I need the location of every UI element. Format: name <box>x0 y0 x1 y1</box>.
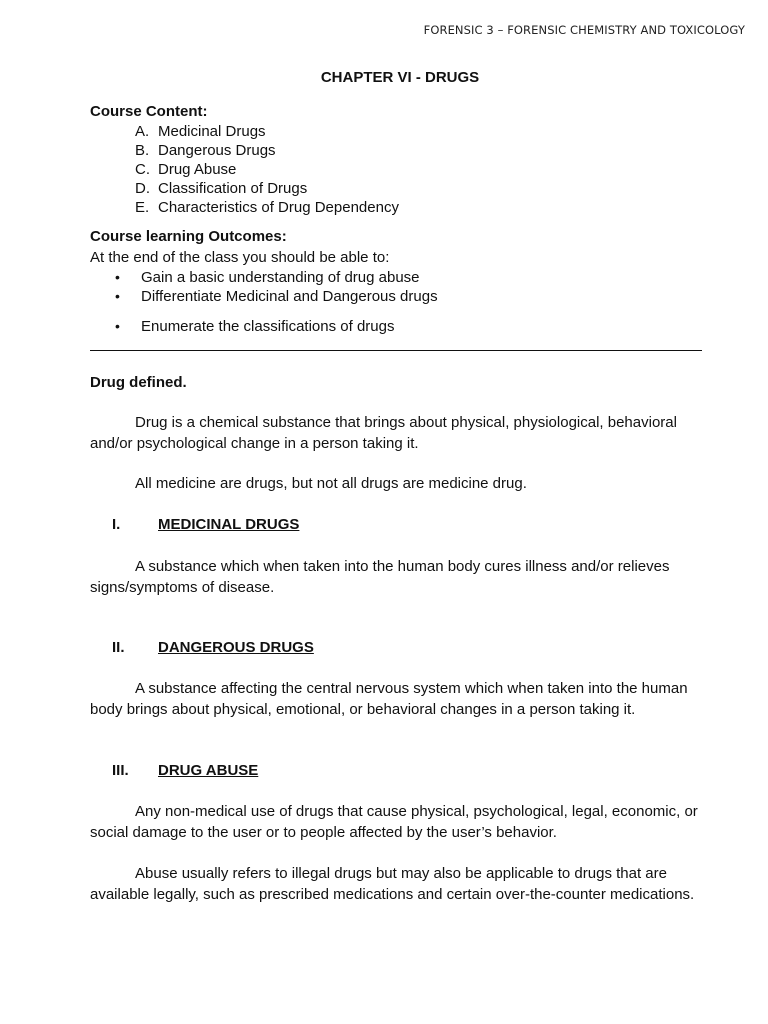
outcomes-list <box>115 268 438 306</box>
list-item <box>135 198 399 217</box>
list-item <box>135 141 399 160</box>
list-item-letter: A. <box>135 123 150 140</box>
abuse-illegal-drugs-paragraph: Abuse usually refers to illegal drugs but may also be applicable to drugs that are available legally, such as prescribed medications and certain over-the-counter medications. <box>90 865 695 903</box>
list-item-letter: E. <box>135 199 150 216</box>
horizontal-rule <box>90 350 702 351</box>
outcome-item <box>115 317 394 336</box>
outcome-item <box>115 268 438 287</box>
list-item <box>135 179 399 198</box>
medicinal-drugs-paragraph: A substance which when taken into the human body cures illness and/or relieves signs/symptoms of disease. <box>90 558 670 596</box>
bullet-icon: • <box>115 318 120 334</box>
outcome-text: Differentiate Medicinal and Dangerous drugs <box>141 288 438 305</box>
section-numeral: I. <box>112 516 121 533</box>
section-name: DANGEROUS DRUGS <box>158 639 314 656</box>
list-item-text: Drug Abuse <box>158 161 237 178</box>
list-item-text: Classification of Drugs <box>158 180 308 197</box>
outcome-text: Enumerate the classifications of drugs <box>141 318 395 335</box>
section-heading-dangerous-drugs <box>112 638 314 658</box>
section-name: MEDICINAL DRUGS <box>158 516 300 533</box>
list-item-text: Medicinal Drugs <box>158 123 266 140</box>
drug-definition-paragraph: Drug is a chemical substance that brings about physical, physiological, behavioral and/or psychological change in a person taking it. <box>90 414 677 452</box>
list-item-text: Dangerous Drugs <box>158 142 276 159</box>
list-item <box>135 122 399 141</box>
section-name: DRUG ABUSE <box>158 762 259 779</box>
list-item-letter: D. <box>135 180 150 197</box>
course-content-list <box>135 122 399 217</box>
section-heading-drug-abuse <box>112 761 258 781</box>
outcome-item <box>115 287 438 306</box>
outcomes-list-continued <box>115 317 394 336</box>
dangerous-drugs-paragraph: A substance affecting the central nervous system which when taken into the human body brings about physical, emotional, or behavioral changes in a person taking it. <box>90 680 688 718</box>
section-heading-medicinal-drugs <box>112 515 299 535</box>
drug-medicine-paragraph: All medicine are drugs, but not all drugs are medicine drug. <box>135 475 527 492</box>
outcomes-intro: At the end of the class you should be able to: <box>90 249 390 266</box>
list-item <box>135 160 399 179</box>
bullet-icon: • <box>115 269 120 285</box>
outcomes-label: Course learning Outcomes: <box>90 228 287 245</box>
list-item-letter: C. <box>135 161 150 178</box>
list-item-letter: B. <box>135 142 150 159</box>
page-header: FORENSIC 3 – FORENSIC CHEMISTRY AND TOXICOLOGY <box>423 23 745 37</box>
list-item-text: Characteristics of Drug Dependency <box>158 199 399 216</box>
bullet-icon: • <box>115 288 120 304</box>
section-numeral: II. <box>112 639 125 656</box>
drug-defined-heading: Drug defined. <box>90 374 187 391</box>
drug-abuse-paragraph: Any non-medical use of drugs that cause physical, psychological, legal, economic, or social damage to the user or to people affected by the user’s behavior. <box>90 803 698 841</box>
section-numeral: III. <box>112 762 129 779</box>
course-content-label: Course Content: <box>90 103 208 120</box>
outcome-text: Gain a basic understanding of drug abuse <box>141 269 420 286</box>
chapter-title: CHAPTER VI - DRUGS <box>320 69 480 86</box>
